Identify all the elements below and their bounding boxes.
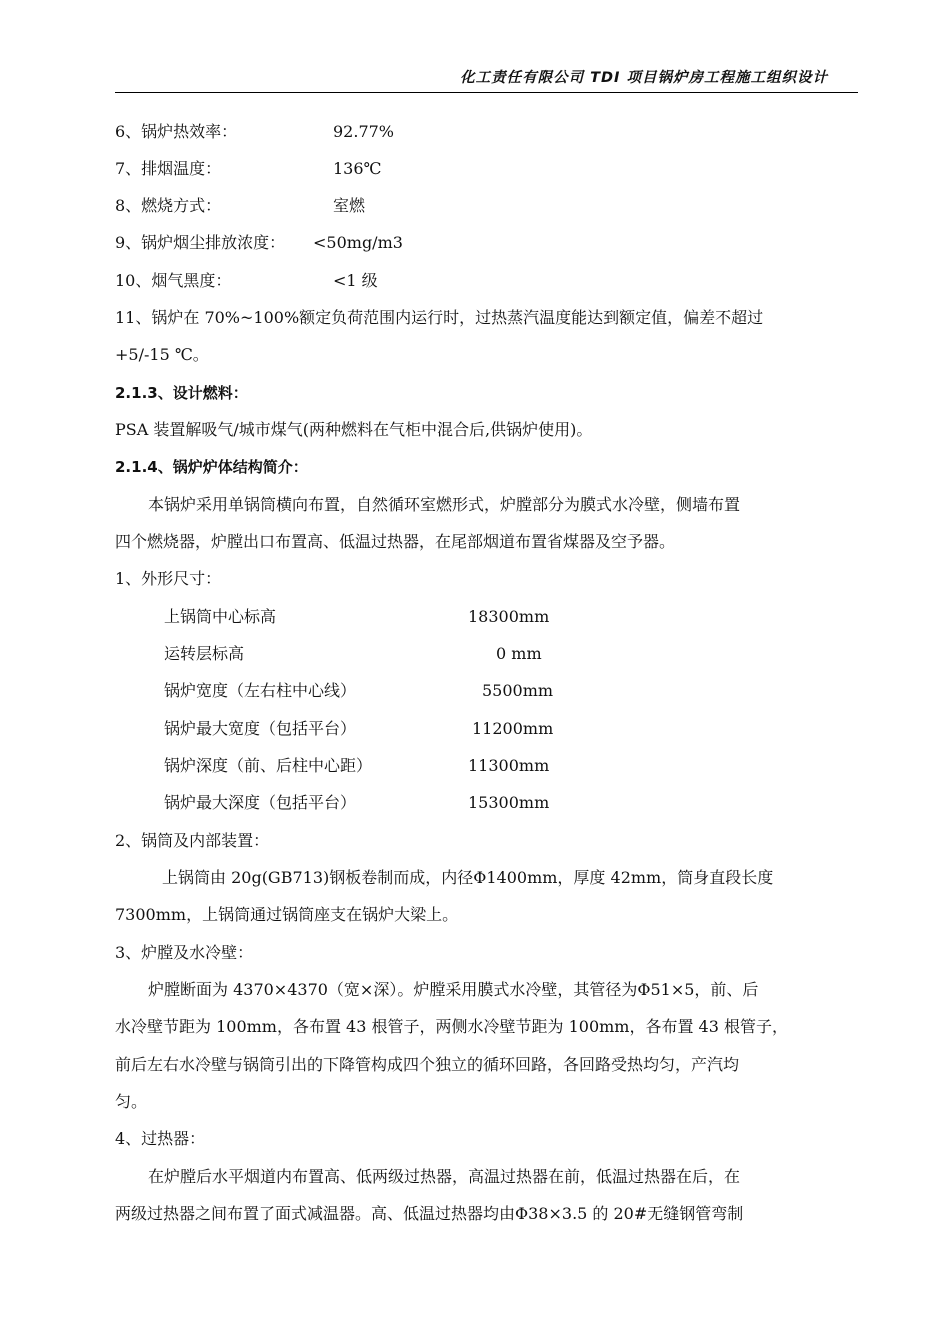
dim-value: 5500mm (482, 681, 554, 700)
section213-text: PSA 装置解吸气/城市煤气(两种燃料在气柜中混合后,供锅炉使用)。 (115, 420, 593, 439)
drum-heading: 2、锅筒及内部装置： (115, 831, 270, 850)
dim-value: 11200mm (472, 719, 554, 738)
dim-value: 0 mm (496, 644, 542, 663)
spec-value-8: 室燃 (333, 196, 366, 215)
drum-line1: 上锅筒由 20g(GB713)钢板卷制而成，内径Φ1400mm，厚度 42mm，筒身直段长度 (162, 868, 774, 887)
dim-value: 11300mm (468, 756, 550, 775)
dim-label: 锅炉宽度（左右柱中心线） (164, 681, 357, 700)
spec-value-6: 92.77% (333, 122, 395, 141)
dim-label: 锅炉最大深度（包括平台） (164, 793, 357, 812)
dim-value: 18300mm (468, 607, 550, 626)
dim-label: 锅炉最大宽度（包括平台） (164, 719, 357, 738)
furnace-line3: 前后左右水冷壁与锅筒引出的下降管构成四个独立的循环回路，各回路受热均匀，产汽均 (115, 1055, 740, 1074)
spec-label-8: 8、燃烧方式： (115, 196, 222, 215)
spec-label-9: 9、锅炉烟尘排放浓度： (115, 233, 286, 252)
dimensions-heading: 1、外形尺寸： (115, 569, 222, 588)
item11-line1: 11、锅炉在 70%~100%额定负荷范围内运行时，过热蒸汽温度能达到额定值，偏差不超过 (115, 308, 764, 327)
header-title: 化工责任有限公司 TDI 项目锅炉房工程施工组织设计 (460, 70, 828, 86)
dim-label: 锅炉深度（前、后柱中心距） (164, 756, 373, 775)
spec-label-7: 7、排烟温度： (115, 159, 222, 178)
section214-intro-line2: 四个燃烧器，炉膛出口布置高、低温过热器，在尾部烟道布置省煤器及空予器。 (115, 532, 676, 551)
item11-line2: +5/-15 ℃。 (115, 345, 209, 364)
dim-label: 上锅筒中心标高 (164, 607, 277, 626)
spec-value-9: <50mg/m3 (313, 233, 403, 252)
section-heading-214: 2.1.4、锅炉炉体结构简介： (115, 458, 308, 476)
dim-label: 运转层标高 (164, 644, 245, 663)
dim-value: 15300mm (468, 793, 550, 812)
section214-intro-line1: 本锅炉采用单锅筒横向布置，自然循环室燃形式，炉膛部分为膜式水冷壁，侧墙布置 (148, 495, 741, 514)
drum-line2: 7300mm，上锅筒通过锅筒座支在锅炉大梁上。 (115, 905, 459, 924)
furnace-line4: 匀。 (115, 1092, 148, 1111)
furnace-line2: 水冷壁节距为 100mm，各布置 43 根管子，两侧水冷壁节距为 100mm，各布置 43 根管子， (115, 1017, 789, 1036)
page-header (115, 64, 858, 93)
spec-label-10: 10、烟气黑度： (115, 271, 232, 290)
furnace-line1: 炉膛断面为 4370×4370（宽×深）。炉膛采用膜式水冷壁，其管径为Φ51×5，前、后 (148, 980, 759, 999)
section-heading-213: 2.1.3、设计燃料： (115, 384, 248, 402)
spec-label-6: 6、锅炉热效率： (115, 122, 238, 141)
superheater-line1: 在炉膛后水平烟道内布置高、低两级过热器，高温过热器在前，低温过热器在后，在 (148, 1167, 741, 1186)
superheater-line2: 两级过热器之间布置了面式减温器。高、低温过热器均由Φ38×3.5 的 20#无缝钢管弯制 (115, 1204, 744, 1223)
furnace-heading: 3、炉膛及水冷壁： (115, 943, 254, 962)
spec-value-10: <1 级 (333, 271, 378, 290)
superheater-heading: 4、过热器： (115, 1129, 206, 1148)
spec-value-7: 136℃ (333, 159, 382, 178)
